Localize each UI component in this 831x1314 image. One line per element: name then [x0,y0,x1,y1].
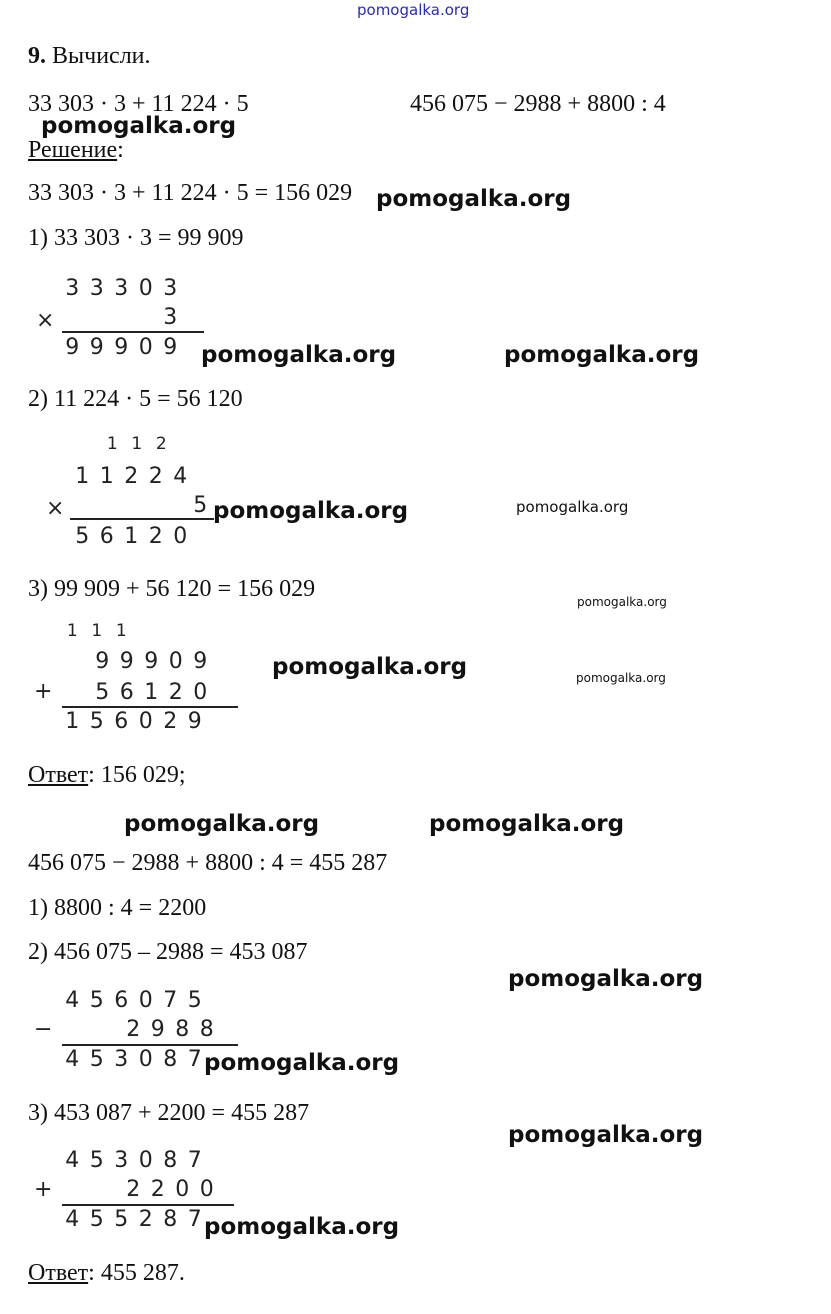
digit: 1 [75,464,90,489]
solution-label: Решение [28,137,118,163]
digit: 5 [89,709,104,734]
digit: 2 [138,1207,153,1232]
add1-operator: + [34,679,53,704]
digit: 5 [95,680,110,705]
part2-step1: 1) 8800 : 4 = 2200 [28,895,207,921]
digit: 3 [114,1047,129,1072]
digit: 0 [173,524,188,549]
digit: 9 [193,649,208,674]
part1-step3: 3) 99 909 + 56 120 = 156 029 [28,576,316,602]
digit: 9 [163,335,178,360]
carry-digit: 1 [91,621,103,641]
part1-answer [28,763,186,787]
digit: 6 [114,709,129,734]
watermark: pomogalka.org [376,186,572,212]
digit: 6 [119,680,134,705]
digit: 9 [119,649,134,674]
mult1-result-row [60,337,183,359]
sub1-top-row [60,990,207,1012]
digit: 3 [163,276,178,301]
mult2-result-row [70,526,193,548]
digit: 1 [99,464,114,489]
digit: 2 [148,524,163,549]
digit: 9 [150,1017,165,1042]
watermark: pomogalka.org [577,595,667,609]
digit: 0 [138,988,153,1013]
digit: 5 [193,493,208,518]
part2-step2: 2) 456 075 – 2988 = 453 087 [28,939,308,965]
watermark: pomogalka.org [201,342,397,368]
mult2-bottom-row [188,495,213,517]
digit: 8 [199,1017,214,1042]
add2-bottom-row [121,1179,219,1201]
watermark: pomogalka.org [508,966,704,992]
add2-result-row [60,1209,207,1231]
part2-answer [28,1261,185,1285]
add1-rule [62,706,238,708]
watermark: pomogalka.org [213,498,409,524]
sub1-bottom-row [121,1019,219,1041]
watermark: pomogalka.org [516,498,629,516]
digit: 0 [138,276,153,301]
mult2-operator: × [46,496,65,521]
digit: 3 [114,1148,129,1173]
mult1-bottom-row [158,307,183,329]
part1-full-expression: 33 303 · 3 + 11 224 · 5 = 156 029 [28,180,353,206]
digit: 0 [193,680,208,705]
sub1-operator: − [34,1017,53,1042]
digit: 9 [114,335,129,360]
digit: 0 [168,649,183,674]
answer-value: : 156 029; [88,762,186,788]
answer-label: Ответ [28,762,89,788]
mult2-carry-row [100,436,174,453]
watermark: pomogalka.org [41,113,237,139]
digit: 4 [173,464,188,489]
watermark: pomogalka.org [508,1122,704,1148]
digit: 0 [199,1177,214,1202]
mult1-top-row [60,278,183,300]
mult2-rule [70,518,214,520]
sub1-rule [62,1044,238,1046]
carry-digit: 1 [131,434,143,454]
digit: 2 [148,464,163,489]
digit: 8 [163,1047,178,1072]
digit: 7 [187,1047,202,1072]
digit: 5 [75,524,90,549]
expression-right: 456 075 − 2988 + 8800 : 4 [410,91,666,117]
digit: 6 [99,524,114,549]
digit: 7 [163,988,178,1013]
digit: 6 [114,988,129,1013]
digit: 5 [89,1207,104,1232]
digit: 1 [124,524,139,549]
digit: 8 [175,1017,190,1042]
digit: 7 [187,1207,202,1232]
add2-rule [62,1204,234,1206]
digit: 2 [150,1177,165,1202]
add1-top-row [90,651,213,673]
mult2-top-row [70,466,193,488]
digit: 4 [65,1207,80,1232]
sub1-result-row [60,1049,207,1071]
add2-operator: + [34,1177,53,1202]
digit: 8 [163,1207,178,1232]
digit: 9 [89,335,104,360]
digit: 2 [168,680,183,705]
digit: 8 [163,1148,178,1173]
watermark: pomogalka.org [504,342,700,368]
task-number: 9. [28,43,46,69]
add1-bottom-row [90,682,213,704]
digit: 0 [138,709,153,734]
digit: 5 [187,988,202,1013]
digit: 2 [126,1177,141,1202]
digit: 3 [114,276,129,301]
task-title-text: Вычисли. [52,43,151,69]
digit: 1 [65,709,80,734]
watermark: pomogalka.org [429,811,625,837]
part2-full-expression: 456 075 − 2988 + 8800 : 4 = 455 287 [28,850,388,876]
add1-carry-row [60,623,134,640]
digit: 0 [138,1047,153,1072]
digit: 3 [89,276,104,301]
digit: 4 [65,1148,80,1173]
digit: 0 [175,1177,190,1202]
answer-value: : 455 287. [88,1260,185,1286]
digit: 9 [187,709,202,734]
site-header-watermark[interactable]: pomogalka.org [357,1,470,19]
part2-step3: 3) 453 087 + 2200 = 455 287 [28,1100,310,1126]
carry-digit: 1 [115,621,127,641]
watermark: pomogalka.org [576,671,666,685]
solution-heading [28,138,124,162]
carry-digit: 1 [66,621,78,641]
digit: 2 [126,1017,141,1042]
solution-colon: : [117,137,124,163]
digit: 5 [114,1207,129,1232]
digit: 5 [89,988,104,1013]
digit: 5 [89,1148,104,1173]
digit: 4 [65,1047,80,1072]
expression-left: 33 303 · 3 + 11 224 · 5 [28,91,249,117]
carry-digit: 1 [106,434,118,454]
watermark: pomogalka.org [272,654,468,680]
add2-top-row [60,1150,207,1172]
part1-step1: 1) 33 303 · 3 = 99 909 [28,225,244,251]
digit: 3 [65,276,80,301]
digit: 9 [95,649,110,674]
answer-label: Ответ [28,1260,89,1286]
mult1-rule [62,331,204,333]
digit: 1 [144,680,159,705]
watermark: pomogalka.org [124,811,320,837]
carry-digit: 2 [155,434,167,454]
digit: 3 [163,305,178,330]
watermark: pomogalka.org [204,1050,400,1076]
add1-result-row [60,711,207,733]
digit: 0 [138,1148,153,1173]
part1-step2: 2) 11 224 · 5 = 56 120 [28,386,243,412]
digit: 4 [65,988,80,1013]
digit: 2 [163,709,178,734]
digit: 2 [124,464,139,489]
digit: 9 [65,335,80,360]
mult1-operator: × [36,308,55,333]
watermark: pomogalka.org [204,1214,400,1240]
digit: 0 [138,335,153,360]
task-title [28,44,151,68]
digit: 7 [187,1148,202,1173]
digit: 5 [89,1047,104,1072]
digit: 9 [144,649,159,674]
